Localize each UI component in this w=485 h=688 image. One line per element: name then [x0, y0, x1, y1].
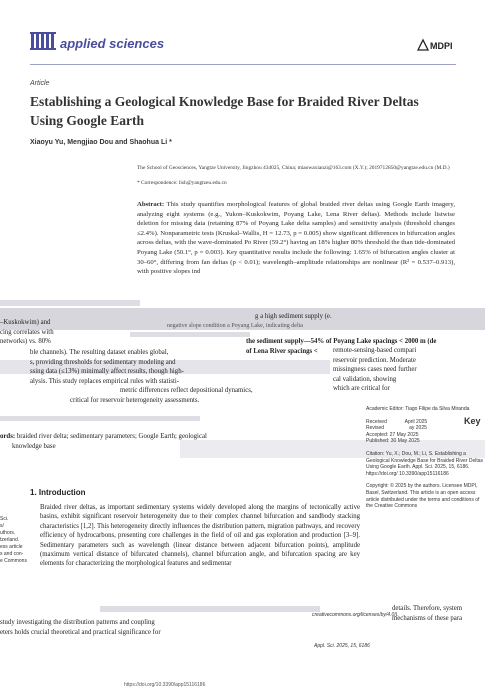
revised-date: ay 2025: [409, 425, 427, 432]
academic-editor: Academic Editor: Tiago Filipe da Silva Miranda: [366, 406, 470, 412]
abstract: [137, 200, 455, 277]
affiliation: The School of Geosciences, Yangtze University, Jingzhou 434025, China; miaowaxianzi@163.com (X.Y.); 2019712850@yangtze.edu.cn (M.D.): [137, 165, 450, 171]
glitch-strip: [0, 300, 140, 306]
margin-line: ess article: [0, 544, 23, 550]
margin-line: e Commons: [0, 558, 27, 564]
fragment-line: negative slope condition a Poyang Lake, indicating delta: [167, 322, 303, 329]
footer-journal: Appl. Sci. 2025, 15, 6186: [314, 643, 370, 649]
footer-doi[interactable]: https://doi.org/10.3390/app15116186: [124, 682, 206, 688]
glitch-strip: [0, 416, 200, 421]
glitch-strip: [130, 332, 250, 337]
fragment-line: ble channels). The resulting dataset enables global,: [30, 349, 169, 356]
article-authors: Xiaoyu Yu, Mengjiao Dou and Shaohua Li *: [30, 139, 172, 146]
journal-logo-icon: [30, 32, 56, 50]
fragment-line: ssing data (≤13%) minimally affect results, though high-: [30, 368, 184, 375]
fragment-line: mechanisms of these para: [392, 615, 463, 622]
fragment-line: metric differences reflect depositional dynamics,: [120, 387, 253, 394]
fragment-line: missingness cases need further: [333, 366, 417, 373]
fragment-line: critical for reservoir heterogeneity assessments.: [70, 396, 200, 404]
license-link[interactable]: creativecommons.org/licenses/by/4.0/).: [312, 612, 399, 618]
keywords-label: ords:: [0, 433, 16, 440]
intro-paragraph: Braided river deltas, as important sedimentary systems widely developed along the margins of tectonically active basins, exhibit significant reservoir heterogeneity due to their complex channel bifurcation and sandbody stacking characteristics [1,2]. This heterogeneity directly influences the distribution pattern, migration pathways, and recovery efficiency of hydrocarbons, presenting core challenges in the field of oil and gas exploration and production [3–9]. Sedimentary parameters such as wavelength (linear distance between adjacent bifurcation points), amplitude (maximum vertical distance of bifurcated channels), channel bifurcation angle, and bifurcation spacing are key elements for characterizing the morphological features and sedimentar: [40, 504, 360, 568]
check-for-updates-badge[interactable]: Key: [464, 416, 481, 426]
fragment-line: networks) vs. 80%: [0, 338, 51, 345]
abstract-label: Abstract:: [137, 201, 165, 208]
header-divider: [30, 64, 456, 65]
mdpi-logo-icon: [416, 38, 456, 52]
fragment-line: reservoir prediction. Moderate: [333, 356, 416, 364]
fragment-line: eters holds crucial theoretical and practical significance for: [0, 629, 161, 636]
margin-line: s/: [0, 523, 4, 529]
fragment-line: which are critical for: [333, 385, 390, 392]
overlay-fragment-right: [333, 346, 485, 394]
published-date: Published: 30 May 2025: [366, 438, 420, 445]
publisher-name: MDPI: [430, 41, 453, 51]
intro-continuation: [0, 618, 310, 638]
overlay-fragment: [0, 318, 137, 347]
citation-block[interactable]: Citation: Yu, X.; Dou, M.; Li, S. Establishing a Geological Knowledge Base for Braided River Deltas Using Google Earth. Appl. Sci. 2025, 15, 6186. https://doi.org/ 10.3390/app15116186: [366, 450, 484, 477]
fragment-line: cing correlates with: [0, 328, 54, 336]
abstract-text: This study quantifies morphological features of global braided river deltas using Google Earth imagery, analyzing eight systems (e.g., Yukon–Kuskokwim, Poyang Lake, Lena River deltas). Methods include listwise deletion for missing data (retaining 87% of Poyang Lake delta samples) and sensitivity analysis (threshold changes ≤2.4%). Nonparametric tests (Kruskal–Wallis, H = 12.73, p = 0.005) show significant differences in bifurcation angles across deltas, with the wave-dominated Po River (59.2°) having an 18% higher 80% threshold the than tide-dominated Poyang Lake (50.1°, p = 0.003). Key quantitative results include the following: 1.65% of bifurcation angles cluster at 30–60°, differing from fan deltas (p < 0.01); wavelength–amplitude relationships are nonlinear (R² = 0.537–0.913), with positive slopes ind: [137, 201, 455, 276]
margin-line: Sci.: [0, 516, 9, 522]
fragment-line: cal validation, showing: [333, 375, 397, 383]
margin-line: tzerland.: [0, 537, 20, 543]
left-margin-fragments: [0, 516, 30, 565]
overlay-fragment: [137, 312, 477, 331]
article-type: Article: [30, 80, 50, 87]
fragment-line: study investigating the distribution patterns and coupling: [0, 619, 155, 626]
glitch-strip: [100, 606, 320, 612]
revised-row: [366, 425, 485, 432]
fragment-line: s, providing thresholds for sedimentary modeling and: [30, 358, 176, 366]
margin-line: uthors.: [0, 530, 16, 536]
abstract-continuation: [30, 348, 330, 405]
fragment-line: remote-sensing-based compari: [333, 347, 417, 354]
fragment-line: the sediment supply—54% of Poyang Lake spacings < 2000 m (de: [246, 338, 437, 345]
revised-label: Revised: [366, 425, 385, 432]
article-title: Establishing a Geological Knowledge Base for Braided River Deltas Using Google Earth: [30, 94, 419, 128]
accepted-date: Accepted: 27 May 2025: [366, 431, 419, 438]
fragment-line: –Kuskokwim) and: [0, 319, 51, 326]
fragment-line: details. Therefore, system: [392, 605, 463, 612]
section-heading: 1. Introduction: [30, 488, 86, 497]
intro-right-fragment: [392, 604, 485, 624]
received-date: April 2025: [404, 418, 428, 425]
correspondence: * Correspondence: lish@yangtzeu.edu.cn: [137, 180, 227, 186]
copyright-block: Copyright: © 2025 by the authors. Licensee MDPI, Basel, Switzerland. This article is an open access article distributed under the terms and conditions of the Creative Commons: [366, 483, 480, 510]
keywords: [0, 432, 320, 451]
received-label: Received: [366, 418, 387, 425]
fragment-line: of Lena River spacings <: [246, 347, 318, 355]
keywords-text: braided river delta; sedimentary parameters; Google Earth; geological: [16, 433, 207, 440]
journal-name: applied sciences: [60, 36, 165, 51]
fragment-line: alysis. This study replaces empirical rules with statisti-: [30, 377, 180, 385]
keywords-text-2: knowledge base: [12, 442, 56, 450]
fragment-line: g a high sediment supply (e.: [255, 313, 332, 320]
margin-line: s and con-: [0, 551, 24, 557]
